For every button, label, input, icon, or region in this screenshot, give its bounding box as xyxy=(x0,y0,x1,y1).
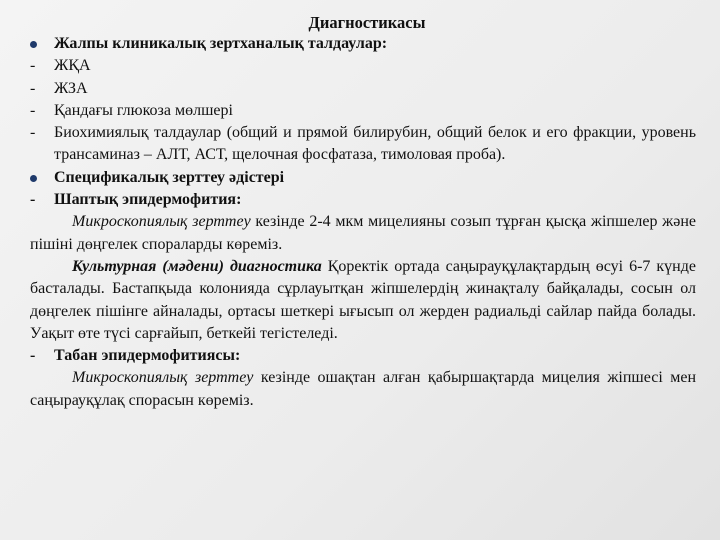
list-item-text: ЖЗА xyxy=(54,79,88,97)
dash-marker: - xyxy=(30,79,36,97)
dash-marker: - xyxy=(30,57,36,75)
paragraph-microscopy-1 xyxy=(30,211,696,256)
bullet-item-general-analyses xyxy=(30,33,696,55)
paragraph-microscopy-2 xyxy=(30,367,696,412)
paragraph-lead: Микроскопиялық зерттеу xyxy=(72,213,251,231)
bullet-dot-icon xyxy=(30,175,37,182)
bullet-text: Спецификалық зерттеу әдістері xyxy=(54,168,285,186)
section-heading-foot xyxy=(30,345,696,367)
paragraph-lead: Микроскопиялық зерттеу xyxy=(72,369,254,387)
section-heading-text: Шаптық эпидермофития: xyxy=(54,191,242,209)
paragraph-text: кезінде ошақтан алған қабыршақтарда мицелия жіпшесі мен саңырауқұлақ спорасын көреміз. xyxy=(30,369,697,409)
dash-marker: - xyxy=(30,347,36,365)
list-item-text: Қандағы глюкоза мөлшері xyxy=(54,101,233,119)
list-item xyxy=(30,78,696,100)
section-heading-text: Табан эпидермофитиясы: xyxy=(54,347,241,365)
list-item-text: ЖҚА xyxy=(54,57,91,75)
page-title: Диагностикасы xyxy=(308,13,426,32)
bullet-dot-icon xyxy=(30,41,37,48)
list-item-text: Биохимиялық талдаулар (общий и прямой билирубин, общий белок и его фракции, уровень трансаминаз – АЛТ, АСТ, щелочная фосфатаза, тимоловая проба). xyxy=(54,124,696,164)
bullet-text: Жалпы клиникалық зертханалық талдаулар: xyxy=(54,35,388,52)
paragraph-text: Қоректік ортада саңырауқұлақтардың өсуі 6-7 күнде басталады. Бастапқыда колонияда сұрлауытқан жіпшелердің жинақталу байқалады, сосын ол дөңгелек пішінге айналады, ортасы шеткері ығысып ол жерден радиальді сайлар пайда болады. Уақыт өте түсі сарғайып, беткейі тегістеледі. xyxy=(30,257,696,342)
list-item xyxy=(30,55,696,77)
paragraph-text: кезінде 2-4 мкм мицелияны созып тұрған қысқа жіпшелер және пішіні дөңгелек спораларды көреміз. xyxy=(30,213,696,253)
bullet-item-specific-methods xyxy=(30,167,696,189)
dash-marker: - xyxy=(30,101,36,119)
list-item xyxy=(30,122,696,167)
dash-marker: - xyxy=(30,124,36,142)
dash-marker: - xyxy=(30,191,36,209)
paragraph-lead: Культурная (мәдени) диагностика xyxy=(72,257,322,275)
list-item xyxy=(30,100,696,122)
paragraph-culture xyxy=(30,256,696,345)
section-heading-inguinal xyxy=(30,189,696,211)
